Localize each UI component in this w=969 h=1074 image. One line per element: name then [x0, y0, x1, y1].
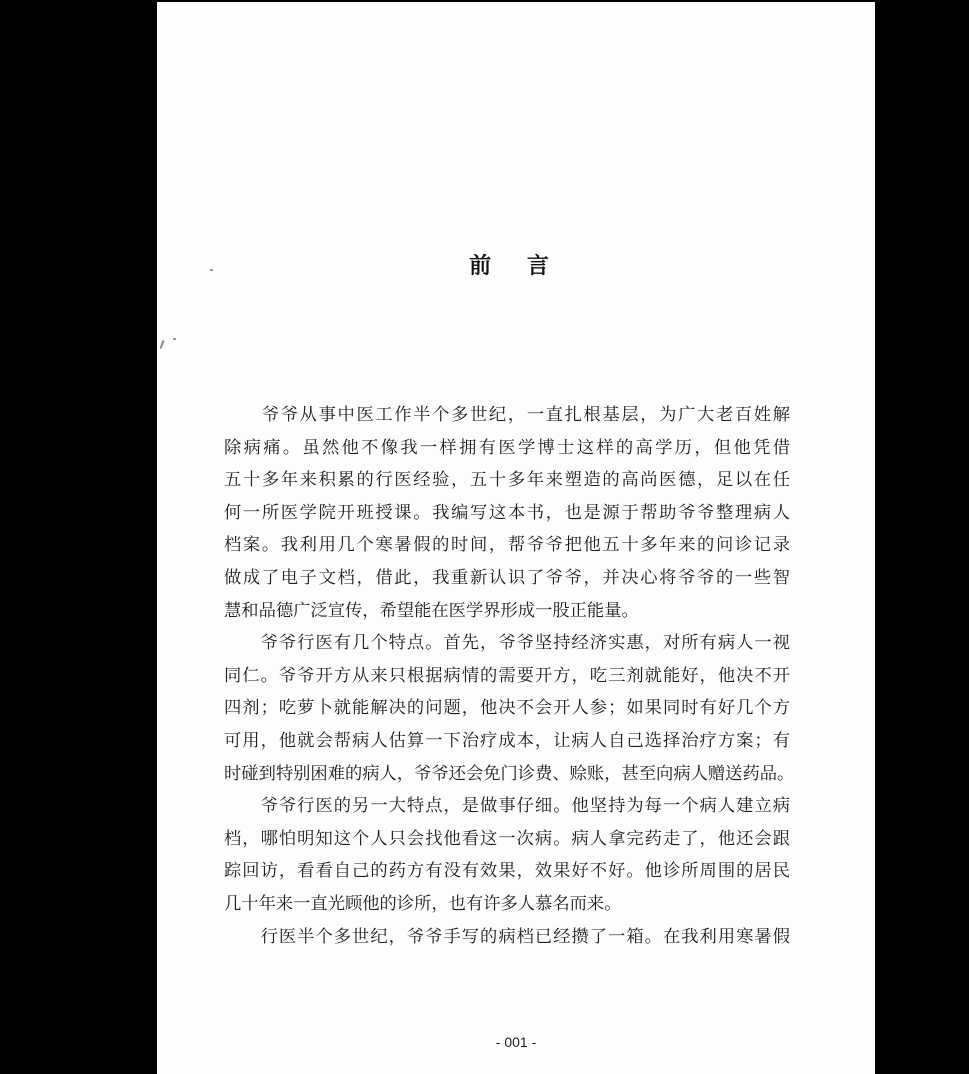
text-line: 档案。我利用几个寒暑假的时间，帮爷爷把他五十多年来的问诊记录 [224, 535, 790, 556]
text-line: 慧和品德广泛宣传，希望能在医学界形成一股正能量。 [224, 600, 639, 621]
scan-speck [173, 338, 176, 340]
paragraph [224, 790, 790, 920]
text-line: 踪回访，看看自己的药方有没有效果，效果好不好。他诊所周围的居民 [224, 861, 790, 882]
page-body [224, 399, 795, 953]
text-line: 档，哪怕明知这个人只会找他看这一次病。病人拿完药走了，他还会跟 [224, 828, 790, 849]
text-line: 除病痛。虽然他不像我一样拥有医学博士这样的高学历，但他凭借 [224, 437, 790, 458]
paragraph [224, 627, 795, 790]
page-number: - 001 - [495, 1034, 537, 1050]
text-line: 可用，他就会帮病人估算一下治疗成本，让病人自己选择治疗方案；有 [224, 730, 790, 751]
text-line: 爷爷行医有几个特点。首先，爷爷坚持经济实惠，对所有病人一视 [224, 633, 790, 654]
paragraph [224, 399, 790, 627]
page-title: 前 言 [469, 253, 563, 279]
text-line: 时碰到特别困难的病人，爷爷还会免门诊费、赊账，甚至向病人赠送药品。 [224, 763, 795, 784]
text-line: 何一所医学院开班授课。我编写这本书，也是源于帮助爷爷整理病人 [224, 502, 790, 523]
text-line: 行医半个多世纪，爷爷手写的病档已经攒了一箱。在我利用寒暑假 [224, 926, 790, 947]
text-line: 几十年来一直光顾他的诊所，也有许多人慕名而来。 [224, 893, 622, 914]
paragraph [224, 921, 790, 954]
text-line: 爷爷从事中医工作半个多世纪，一直扎根基层，为广大老百姓解 [224, 405, 790, 425]
text-line: 做成了电子文档，借此，我重新认识了爷爷，并决心将爷爷的一些智 [224, 567, 790, 588]
text-line: 五十多年来积累的行医经验，五十多年来塑造的高尚医德，足以在任 [224, 470, 790, 491]
text-line: 四剂；吃萝卜就能解决的问题，他决不会开人参；如果同时有好几个方 [224, 698, 790, 719]
text-line: 同仁。爷爷开方从来只根据病情的需要开方，吃三剂就能好，他决不开 [224, 665, 790, 686]
scan-speck [160, 340, 165, 349]
book-page [157, 2, 875, 1074]
text-line: 爷爷行医的另一大特点，是做事仔细。他坚持为每一个病人建立病 [224, 796, 790, 817]
